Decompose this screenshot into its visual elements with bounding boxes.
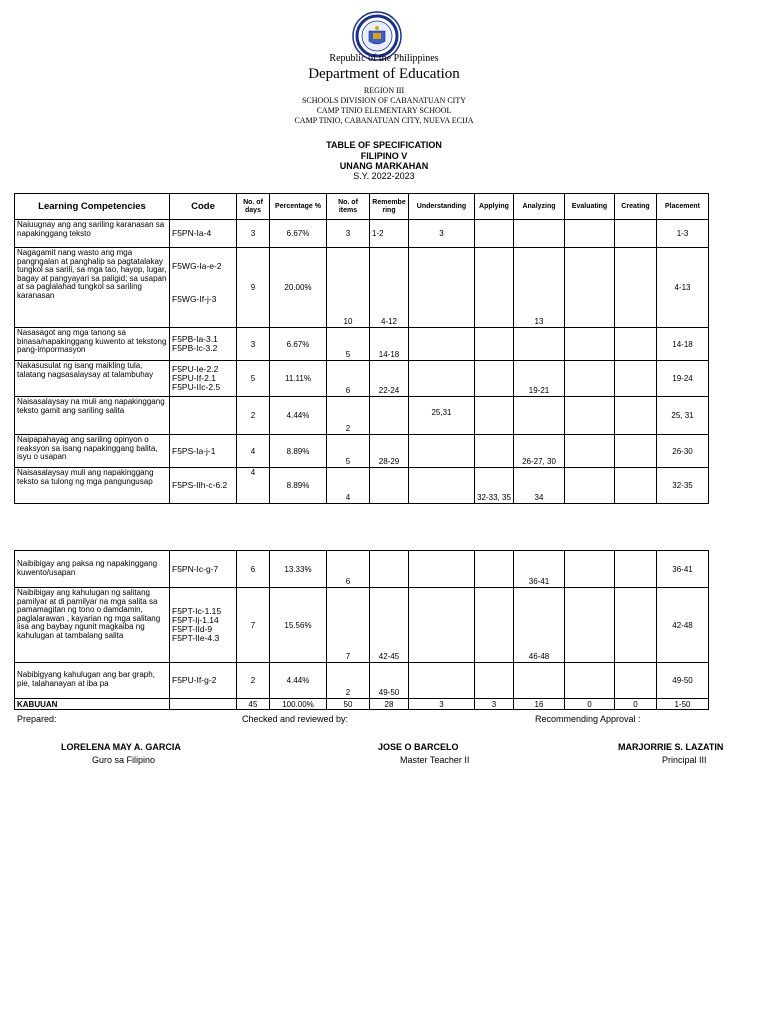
placement-cell: 25, 31	[657, 397, 709, 435]
code-cell: F5PN-Ic-g-7	[170, 551, 237, 588]
analyzing-cell: 46-48	[514, 588, 565, 663]
table-row	[15, 220, 709, 248]
col-competencies: Learning Competencies	[15, 194, 170, 220]
placement-cell: 14-18	[657, 328, 709, 361]
total-label: KABUUAN	[15, 699, 170, 710]
applying-cell	[475, 663, 514, 699]
approval-name: MARJORRIE S. LAZATIN	[618, 742, 724, 752]
code-cell: F5PS-Ia-j-1	[170, 435, 237, 468]
total-placement: 1-50	[657, 699, 709, 710]
percentage-cell: 6.67%	[270, 220, 327, 248]
approval-title: Principal III	[662, 755, 707, 765]
table-row	[15, 551, 709, 588]
school-line: CAMP TINIO ELEMENTARY SCHOOL	[316, 106, 452, 115]
percentage-cell: 4.44%	[270, 663, 327, 699]
total-applying: 3	[475, 699, 514, 710]
quarter-title: UNANG MARKAHAN	[339, 161, 429, 170]
competency-cell: Nakasusulat ng isang maikling tula, talatang nagsasalaysay at talambuhay	[15, 361, 170, 397]
evaluating-cell	[565, 588, 615, 663]
understanding-cell	[409, 248, 475, 328]
total-code-cell	[170, 699, 237, 710]
items-cell: 2	[327, 397, 370, 435]
days-cell: 3	[237, 220, 270, 248]
col-days: No. of days	[237, 194, 270, 220]
school-info	[0, 86, 768, 126]
placement-cell: 42-48	[657, 588, 709, 663]
days-cell: 5	[237, 361, 270, 397]
table-row	[15, 663, 709, 699]
competency-cell: Naibibigay ang paksa ng napakinggang kuwento/usapan	[15, 551, 170, 588]
republic-line: Republic of the Philippines	[329, 53, 439, 64]
applying-cell	[475, 328, 514, 361]
applying-cell	[475, 435, 514, 468]
understanding-cell	[409, 551, 475, 588]
days-cell: 3	[237, 328, 270, 361]
competency-cell: Naisasalaysay na muli ang napakinggang teksto gamit ang sariling salita	[15, 397, 170, 435]
analyzing-cell: 34	[514, 468, 565, 504]
evaluating-cell	[565, 220, 615, 248]
total-days: 45	[237, 699, 270, 710]
competency-cell: Naibibigay ang kahulugan ng salitang pamilyar at di pamilyar na mga salita sa pamamagitan ng tono o damdamin, paglalarawan , kayarian ng mga salitang iisa ang baybay ngunit magkaiba ng kahulugan at tambalang salita	[15, 588, 170, 663]
percentage-cell: 8.89%	[270, 435, 327, 468]
specification-table	[14, 193, 709, 504]
percentage-cell: 13.33%	[270, 551, 327, 588]
analyzing-cell: 26-27, 30	[514, 435, 565, 468]
remembering-cell: 14-18	[370, 328, 409, 361]
applying-cell	[475, 397, 514, 435]
prepared-name: LORELENA MAY A. GARCIA	[61, 742, 181, 752]
doc-title: TABLE OF SPECIFICATION	[326, 140, 442, 150]
code-cell: F5PN-Ia-4	[170, 220, 237, 248]
evaluating-cell	[565, 551, 615, 588]
applying-cell	[475, 361, 514, 397]
school-year: S.Y. 2022-2023	[353, 171, 415, 181]
creating-cell	[615, 361, 657, 397]
days-cell: 6	[237, 551, 270, 588]
percentage-cell: 4.44%	[270, 397, 327, 435]
total-understanding: 3	[409, 699, 475, 710]
analyzing-cell	[514, 397, 565, 435]
analyzing-cell: 13	[514, 248, 565, 328]
region-line: REGION III	[363, 86, 405, 95]
col-understanding: Understanding	[409, 194, 475, 220]
competency-cell: Naiuugnay ang ang sariling karanasan sa napakinggang teksto	[15, 220, 170, 248]
evaluating-cell	[565, 468, 615, 504]
table-row	[15, 588, 709, 663]
creating-cell	[615, 397, 657, 435]
evaluating-cell	[565, 663, 615, 699]
col-analyzing: Analyzing	[514, 194, 565, 220]
days-cell: 4	[237, 435, 270, 468]
analyzing-cell: 19-21	[514, 361, 565, 397]
days-cell: 7	[237, 588, 270, 663]
placement-cell: 26-30	[657, 435, 709, 468]
applying-cell	[475, 588, 514, 663]
address-line: CAMP TINIO, CABANATUAN CITY, NUEVA ECIJA	[294, 116, 474, 125]
percentage-cell: 15.56%	[270, 588, 327, 663]
remembering-cell	[370, 397, 409, 435]
code-cell: F5PS-IIh-c-6.2	[170, 468, 237, 504]
table-row	[15, 468, 709, 504]
creating-cell	[615, 663, 657, 699]
col-remembering: Remembe ring	[370, 194, 409, 220]
table-row	[15, 435, 709, 468]
analyzing-cell: 36-41	[514, 551, 565, 588]
evaluating-cell	[565, 328, 615, 361]
total-remembering: 28	[370, 699, 409, 710]
applying-cell: 32-33, 35	[475, 468, 514, 504]
applying-cell	[475, 551, 514, 588]
items-cell: 10	[327, 248, 370, 328]
subject-title: FILIPINO V	[360, 151, 408, 161]
days-cell: 4	[237, 468, 270, 504]
prepared-label: Prepared:	[17, 714, 57, 724]
days-cell: 2	[237, 663, 270, 699]
code-cell: F5PT-Ic-1.15 F5PT-Ij-1.14 F5PT-IId-9 F5PT-IIe-4.3	[170, 588, 237, 663]
code-cell: F5PB-Ia-3.1 F5PB-Ic-3.2	[170, 328, 237, 361]
applying-cell	[475, 220, 514, 248]
col-percentage: Percentage %	[270, 194, 327, 220]
remembering-cell: 42-45	[370, 588, 409, 663]
creating-cell	[615, 248, 657, 328]
code-cell	[170, 248, 237, 328]
col-placement: Placement	[657, 194, 709, 220]
understanding-cell: 25,31	[409, 397, 475, 435]
evaluating-cell	[565, 397, 615, 435]
table-row	[15, 397, 709, 435]
code-cell	[170, 397, 237, 435]
table-row	[15, 328, 709, 361]
creating-cell	[615, 328, 657, 361]
understanding-cell: 3	[409, 220, 475, 248]
understanding-cell	[409, 468, 475, 504]
items-cell: 5	[327, 328, 370, 361]
checked-name: JOSE O BARCELO	[378, 742, 459, 752]
code-cell: F5PU-Ie-2.2 F5PU-If-2.1 F5PU-IIc-2.5	[170, 361, 237, 397]
creating-cell	[615, 588, 657, 663]
creating-cell	[615, 435, 657, 468]
understanding-cell	[409, 435, 475, 468]
table-row	[15, 248, 709, 328]
total-percentage: 100.00%	[270, 699, 327, 710]
placement-cell: 36-41	[657, 551, 709, 588]
items-cell: 5	[327, 435, 370, 468]
analyzing-cell	[514, 663, 565, 699]
recommending-label: Recommending Approval :	[535, 714, 641, 724]
placement-cell: 49-50	[657, 663, 709, 699]
items-cell: 6	[327, 551, 370, 588]
remembering-cell: 1-2	[370, 220, 409, 248]
competency-cell: Nagagamit nang wasto ang mga pangngalan at panghalip sa pagtatalakay tungkol sa sarili, sa mga tao, hayop, lugar, bagay at pangyayari sa paligid; sa usapan at sa paglalahad tungkol sa sariling karanasan	[15, 248, 170, 328]
understanding-cell	[409, 588, 475, 663]
table-row	[15, 361, 709, 397]
col-items: No. of items	[327, 194, 370, 220]
remembering-cell	[370, 468, 409, 504]
percentage-cell: 6.67%	[270, 328, 327, 361]
items-cell: 4	[327, 468, 370, 504]
specification-table-continued	[14, 550, 709, 710]
placement-cell: 1-3	[657, 220, 709, 248]
department-name: Department of Education	[308, 66, 460, 82]
analyzing-cell	[514, 328, 565, 361]
checked-title: Master Teacher II	[400, 755, 470, 765]
evaluating-cell	[565, 361, 615, 397]
checked-label: Checked and reviewed by:	[242, 714, 349, 724]
col-code: Code	[170, 194, 237, 220]
understanding-cell	[409, 328, 475, 361]
col-applying: Applying	[475, 194, 514, 220]
code-cell: F5PU-If-g-2	[170, 663, 237, 699]
days-cell: 2	[237, 397, 270, 435]
total-evaluating: 0	[565, 699, 615, 710]
division-line: SCHOOLS DIVISION OF CABANATUAN CITY	[301, 96, 466, 105]
placement-cell: 4-13	[657, 248, 709, 328]
items-cell: 2	[327, 663, 370, 699]
creating-cell	[615, 468, 657, 504]
total-analyzing: 16	[514, 699, 565, 710]
creating-cell	[615, 220, 657, 248]
evaluating-cell	[565, 435, 615, 468]
competency-cell: Nabibigyang kahulugan ang bar graph, pie, talahanayan at iba pa	[15, 663, 170, 699]
applying-cell	[475, 248, 514, 328]
placement-cell: 32-35	[657, 468, 709, 504]
remembering-cell: 22-24	[370, 361, 409, 397]
col-creating: Creating	[615, 194, 657, 220]
remembering-cell: 49-50	[370, 663, 409, 699]
code-line: F5WG-If-j-3	[172, 294, 217, 304]
competency-cell: Nasasagot ang mga tanong sa binasa/napakinggang kuwento at tekstong pang-impormasyon	[15, 328, 170, 361]
prepared-title: Guro sa Filipino	[92, 755, 156, 765]
code-line: F5WG-Ia-e-2	[172, 261, 222, 271]
percentage-cell: 8.89%	[270, 468, 327, 504]
table-header-row	[15, 194, 709, 220]
items-cell: 7	[327, 588, 370, 663]
col-evaluating: Evaluating	[565, 194, 615, 220]
competency-cell: Naisasalaysay muli ang napakinggang teksto sa tulong ng mga pangungusap	[15, 468, 170, 504]
remembering-cell: 28-29	[370, 435, 409, 468]
total-creating: 0	[615, 699, 657, 710]
percentage-cell: 11.11%	[270, 361, 327, 397]
understanding-cell	[409, 663, 475, 699]
understanding-cell	[409, 361, 475, 397]
remembering-cell	[370, 551, 409, 588]
days-cell: 9	[237, 248, 270, 328]
analyzing-cell	[514, 220, 565, 248]
creating-cell	[615, 551, 657, 588]
items-cell: 3	[327, 220, 370, 248]
total-row	[15, 699, 709, 710]
competency-cell: Naipapahayag ang sariling opinyon o reaksyon sa isang napakinggang balita, isyu o usapan	[15, 435, 170, 468]
percentage-cell: 20.00%	[270, 248, 327, 328]
remembering-cell: 4-12	[370, 248, 409, 328]
total-items: 50	[327, 699, 370, 710]
placement-cell: 19-24	[657, 361, 709, 397]
evaluating-cell	[565, 248, 615, 328]
items-cell: 6	[327, 361, 370, 397]
